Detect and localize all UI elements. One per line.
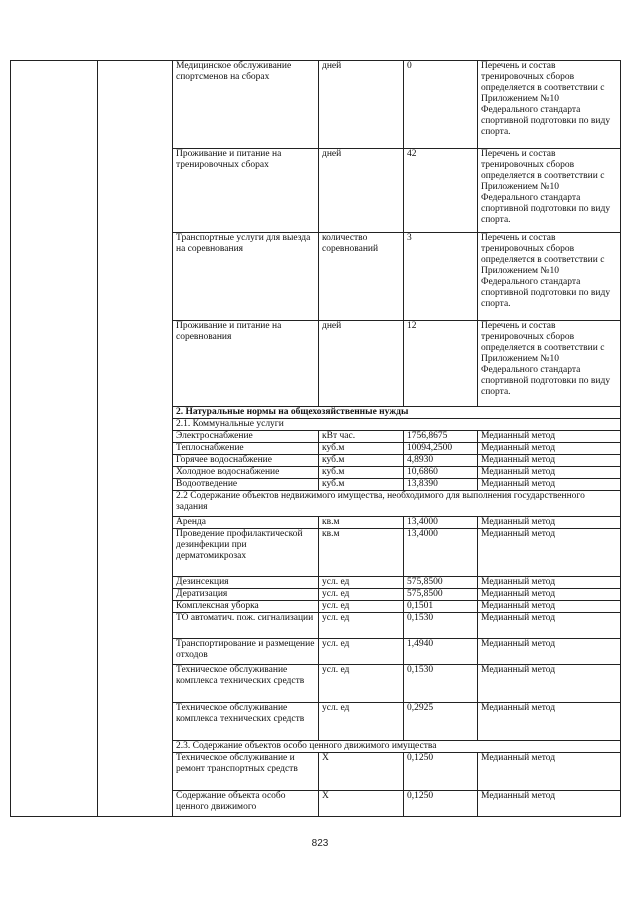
item-value: 1756,8675 xyxy=(404,431,478,443)
item-note: Медианный метод xyxy=(478,577,621,589)
item-value: 42 xyxy=(404,149,478,233)
item-name: Проведение профилактической дезинфекции при дерматомикрозах xyxy=(173,529,319,577)
item-unit: дней xyxy=(319,149,404,233)
item-unit: Х xyxy=(319,753,404,791)
item-value: 575,8500 xyxy=(404,577,478,589)
section-heading: 2. Натуральные нормы на общехозяйственные нужды xyxy=(173,407,621,419)
subsection-heading: 2.2 Содержание объектов недвижимого имущества, необходимого для выполнения государственного задания xyxy=(173,491,621,517)
item-name: Медицинское обслуживание спортсменов на сборах xyxy=(173,61,319,149)
blank-column-2 xyxy=(98,61,173,817)
item-note: Медианный метод xyxy=(478,467,621,479)
item-name: Транспортирование и размещение отходов xyxy=(173,639,319,665)
item-unit: куб.м xyxy=(319,443,404,455)
item-unit: усл. ед xyxy=(319,703,404,741)
item-value: 1,4940 xyxy=(404,639,478,665)
item-name: Техническое обслуживание комплекса технических средств xyxy=(173,703,319,741)
item-name: Дезинсекция xyxy=(173,577,319,589)
item-name: ТО автоматич. пож. сигнализации xyxy=(173,613,319,639)
item-unit: усл. ед xyxy=(319,589,404,601)
item-unit: усл. ед xyxy=(319,639,404,665)
item-value: 0,1250 xyxy=(404,791,478,817)
item-note: Медианный метод xyxy=(478,589,621,601)
item-name: Транспортные услуги для выезда на соревнования xyxy=(173,233,319,321)
item-value: 575,8500 xyxy=(404,589,478,601)
item-note: Медианный метод xyxy=(478,517,621,529)
item-value: 0,1530 xyxy=(404,613,478,639)
item-unit: куб.м xyxy=(319,467,404,479)
item-note: Медианный метод xyxy=(478,665,621,703)
item-unit: усл. ед xyxy=(319,601,404,613)
item-unit: количество соревнований xyxy=(319,233,404,321)
item-note: Медианный метод xyxy=(478,431,621,443)
item-value: 13,4000 xyxy=(404,529,478,577)
item-name: Техническое обслуживание комплекса технических средств xyxy=(173,665,319,703)
item-value: 4,8930 xyxy=(404,455,478,467)
item-value: 12 xyxy=(404,321,478,407)
item-note: Медианный метод xyxy=(478,455,621,467)
item-name: Проживание и питание на тренировочных сборах xyxy=(173,149,319,233)
item-name: Водоотведение xyxy=(173,479,319,491)
item-unit: куб.м xyxy=(319,455,404,467)
item-note: Перечень и состав тренировочных сборов определяется в соответствии с Приложением №10 Федерального стандарта спортивной подготовки по виду спорта. xyxy=(478,149,621,233)
item-note: Медианный метод xyxy=(478,479,621,491)
item-note: Перечень и состав тренировочных сборов определяется в соответствии с Приложением №10 Федерального стандарта спортивной подготовки по виду спорта. xyxy=(478,61,621,149)
item-unit: дней xyxy=(319,321,404,407)
subsection-heading: 2.3. Содержание объектов особо ценного движимого имущества xyxy=(173,741,621,753)
norms-table xyxy=(10,60,621,817)
item-name: Электроснабжение xyxy=(173,431,319,443)
item-value: 0,1530 xyxy=(404,665,478,703)
item-note: Медианный метод xyxy=(478,639,621,665)
blank-column-1 xyxy=(11,61,98,817)
item-note: Медианный метод xyxy=(478,791,621,817)
subsection-heading: 2.1. Коммунальные услуги xyxy=(173,419,621,431)
item-value: 13,4000 xyxy=(404,517,478,529)
item-value: 3 xyxy=(404,233,478,321)
item-unit: дней xyxy=(319,61,404,149)
item-unit: усл. ед xyxy=(319,577,404,589)
item-note: Медианный метод xyxy=(478,601,621,613)
item-unit: усл. ед xyxy=(319,613,404,639)
item-value: 10,6860 xyxy=(404,467,478,479)
item-value: 0,2925 xyxy=(404,703,478,741)
item-name: Горячее водоснабжение xyxy=(173,455,319,467)
item-note: Медианный метод xyxy=(478,703,621,741)
item-name: Холодное водоснабжение xyxy=(173,467,319,479)
item-note: Медианный метод xyxy=(478,443,621,455)
item-unit: кВт час. xyxy=(319,431,404,443)
item-unit: куб.м xyxy=(319,479,404,491)
document-page xyxy=(10,60,621,817)
item-unit: Х xyxy=(319,791,404,817)
item-note: Перечень и состав тренировочных сборов определяется в соответствии с Приложением №10 Федерального стандарта спортивной подготовки по виду спорта. xyxy=(478,321,621,407)
item-unit: кв.м xyxy=(319,517,404,529)
item-note: Медианный метод xyxy=(478,529,621,577)
item-unit: усл. ед xyxy=(319,665,404,703)
item-value: 0,1501 xyxy=(404,601,478,613)
page-number: 823 xyxy=(311,838,329,849)
item-value: 0,1250 xyxy=(404,753,478,791)
table-row xyxy=(11,61,621,149)
item-note: Медианный метод xyxy=(478,753,621,791)
item-name: Аренда xyxy=(173,517,319,529)
item-name: Комплексная уборка xyxy=(173,601,319,613)
item-note: Перечень и состав тренировочных сборов определяется в соответствии с Приложением №10 Федерального стандарта спортивной подготовки по виду спорта. xyxy=(478,233,621,321)
item-name: Теплоснабжение xyxy=(173,443,319,455)
item-value: 10094,2500 xyxy=(404,443,478,455)
item-name: Техническое обслуживание и ремонт транспортных средств xyxy=(173,753,319,791)
item-value: 0 xyxy=(404,61,478,149)
item-value: 13,8390 xyxy=(404,479,478,491)
item-note: Медианный метод xyxy=(478,613,621,639)
item-name: Проживание и питание на соревнования xyxy=(173,321,319,407)
item-unit: кв.м xyxy=(319,529,404,577)
item-name: Содержание объекта особо ценного движимого xyxy=(173,791,319,817)
item-name: Дератизация xyxy=(173,589,319,601)
